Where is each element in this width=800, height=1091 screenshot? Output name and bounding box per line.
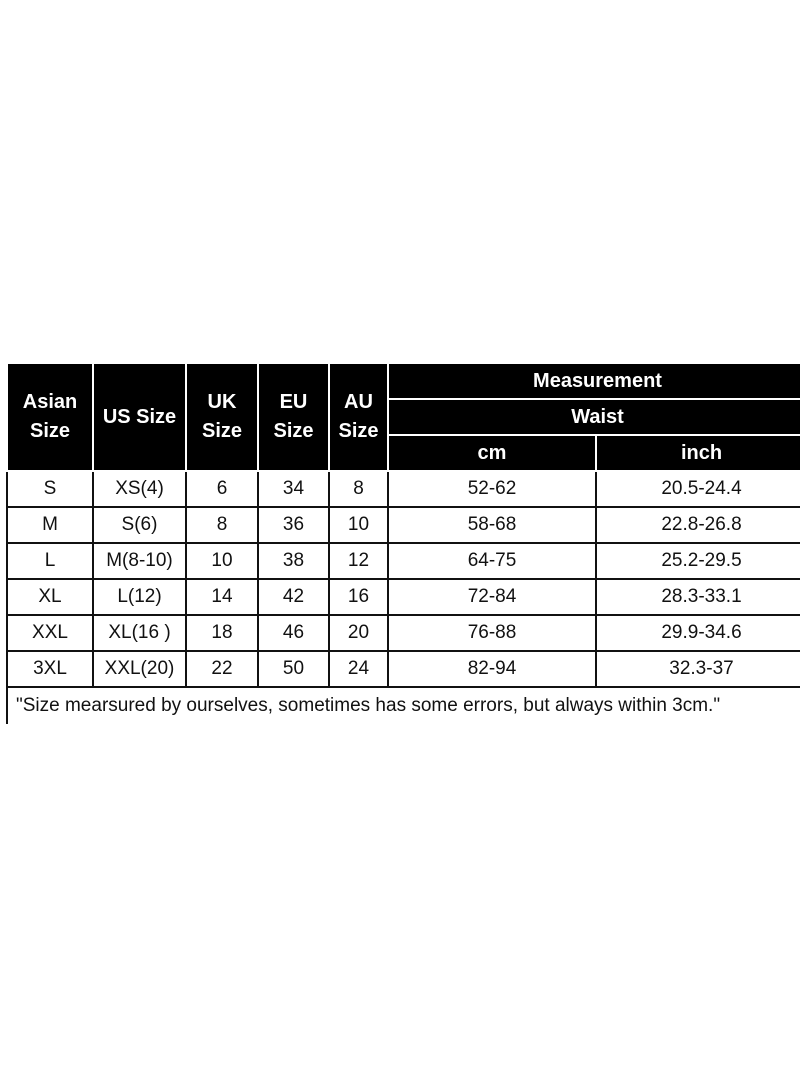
cell-asian-size: S [7,471,93,507]
cell-waist-cm: 52-62 [388,471,596,507]
cell-uk-size: 22 [186,651,258,687]
cell-us-size: M(8-10) [93,543,186,579]
cell-us-size: XS(4) [93,471,186,507]
cell-uk-size: 6 [186,471,258,507]
header-cm: cm [388,435,596,471]
header-inch: inch [596,435,800,471]
table-row [7,651,800,687]
cell-waist-inch: 29.9-34.6 [596,615,800,651]
cell-waist-cm: 72-84 [388,579,596,615]
table-row [7,579,800,615]
cell-us-size: XL(16 ) [93,615,186,651]
cell-eu-size: 36 [258,507,329,543]
cell-asian-size: 3XL [7,651,93,687]
cell-eu-size: 34 [258,471,329,507]
cell-waist-inch: 28.3-33.1 [596,579,800,615]
cell-waist-cm: 82-94 [388,651,596,687]
cell-eu-size: 42 [258,579,329,615]
header-us-size: US Size [93,363,186,471]
cell-uk-size: 10 [186,543,258,579]
header-waist: Waist [388,399,800,435]
cell-asian-size: XL [7,579,93,615]
cell-asian-size: L [7,543,93,579]
cell-waist-inch: 20.5-24.4 [596,471,800,507]
cell-au-size: 12 [329,543,388,579]
cell-waist-inch: 25.2-29.5 [596,543,800,579]
cell-waist-inch: 32.3-37 [596,651,800,687]
cell-au-size: 10 [329,507,388,543]
cell-au-size: 8 [329,471,388,507]
cell-eu-size: 38 [258,543,329,579]
header-asian-size: Asian Size [7,363,93,471]
header-au-size: AU Size [329,363,388,471]
cell-eu-size: 46 [258,615,329,651]
cell-au-size: 24 [329,651,388,687]
header-measurement: Measurement [388,363,800,399]
table-row [7,471,800,507]
cell-asian-size: XXL [7,615,93,651]
header-eu-size: EU Size [258,363,329,471]
cell-waist-cm: 64-75 [388,543,596,579]
cell-au-size: 16 [329,579,388,615]
cell-us-size: S(6) [93,507,186,543]
cell-us-size: L(12) [93,579,186,615]
size-chart-table [6,362,800,724]
cell-uk-size: 8 [186,507,258,543]
cell-uk-size: 14 [186,579,258,615]
cell-uk-size: 18 [186,615,258,651]
header-uk-size: UK Size [186,363,258,471]
cell-asian-size: M [7,507,93,543]
size-note: "Size mearsured by ourselves, sometimes has some errors, but always within 3cm." [7,687,800,724]
cell-eu-size: 50 [258,651,329,687]
cell-au-size: 20 [329,615,388,651]
table-row [7,615,800,651]
cell-waist-cm: 76-88 [388,615,596,651]
table-row [7,507,800,543]
table-row [7,543,800,579]
cell-waist-inch: 22.8-26.8 [596,507,800,543]
cell-us-size: XXL(20) [93,651,186,687]
cell-waist-cm: 58-68 [388,507,596,543]
